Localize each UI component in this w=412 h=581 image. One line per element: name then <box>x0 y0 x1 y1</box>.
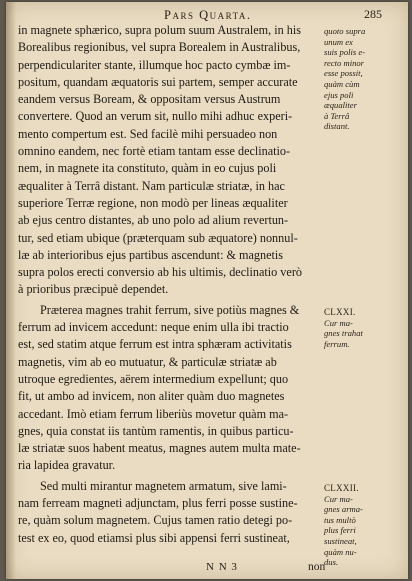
text-line: re, quàm solum magnetem. Cujus tamen ratio detegi po- <box>18 513 293 528</box>
margin-note-line: tus multò <box>324 514 356 525</box>
text-line: Sed multi mirantur magnetem armatum, sive lami- <box>40 478 287 493</box>
text-line: accedant. Imò etiam ferrum liberiùs movetur quàm ma- <box>18 406 289 421</box>
article-number: CLXXII. <box>324 483 359 493</box>
margin-note-line: esse possit, <box>324 68 363 79</box>
text-line: gnes, quia constat iis tantùm ramentis, in quibus particu- <box>18 423 294 438</box>
text-line: ria lapidea gravatur. <box>18 458 116 473</box>
margin-note-2 <box>324 307 408 349</box>
margin-note-line: gnes trahat <box>324 328 363 339</box>
margin-note-line: quàm nu- <box>324 546 357 557</box>
margin-note-line: unum ex <box>324 36 353 47</box>
margin-note-line: ejus poli <box>324 89 354 100</box>
margin-note-line: recto minor <box>324 57 365 68</box>
paragraph-1 <box>18 22 334 299</box>
text-line: ab ejus centro distantes, ab uno polo ad alium revertun- <box>18 213 289 228</box>
text-line: positum, quandam æquatoris sui partem, semper accurate <box>18 74 298 89</box>
margin-note-line: suis polis e- <box>324 47 366 58</box>
text-line: Præterea magnes trahit ferrum, sive potiùs magnes & <box>40 302 300 317</box>
text-line: ferrum ad invicem accedunt: neque enim ulla ibi tractio <box>18 320 289 335</box>
text-line: à prioribus præcipuè dependet. <box>18 282 169 297</box>
text-line: est, sed statim atque ferrum est intra sphæram activitatis <box>18 337 292 352</box>
text-line: tur, sed etiam ubique (præterquam sub æquatore) nonnul- <box>18 230 298 245</box>
margin-note-1 <box>324 26 408 132</box>
text-line: læ ab interioribus ejus partibus ascendunt: & magnetis <box>18 247 284 262</box>
text-line: supra polos erecti conversio ab his ultimis, declinatio verò <box>18 265 302 280</box>
margin-note-line: quoto supra <box>324 26 366 36</box>
margin-note-line: Cur ma- <box>324 317 353 328</box>
text-line: utroque egredientes, aërem intermedium expellunt; quo <box>18 371 289 386</box>
page-number: 285 <box>364 7 382 21</box>
text-line: convertere. Quod an verum sit, nullo mihi adhuc experi- <box>18 109 293 124</box>
margin-note-line: ferrum. <box>324 338 350 349</box>
margin-note-line: sustineat, <box>324 535 357 546</box>
text-line: test ex eo, quod etiamsi plus sibi appensi ferri sustineat, <box>18 530 290 545</box>
text-line: Borealibus regionibus, vel supra Borealem in Australibus, <box>18 40 301 55</box>
margin-note-line: plus ferri <box>324 525 356 536</box>
margin-note-line: distant. <box>324 121 350 132</box>
text-line: nam ferream magneti adjunctam, plus ferri posse sustine- <box>18 496 298 511</box>
text-line: magnetis, vim ab eo mutuatur, & particulæ striatæ ab <box>18 354 277 369</box>
margin-note-line: gnes arma- <box>324 504 363 515</box>
text-line: æqualiter à Terrâ distant. Nam particulæ striatæ, in hac <box>18 178 285 193</box>
paragraph-3 <box>18 478 334 547</box>
margin-note-line: à Terrâ <box>324 110 350 121</box>
margin-note-line: æqualiter <box>324 100 357 111</box>
margin-note-line: quàm cùm <box>324 78 360 89</box>
text-line: fit, ut ambo ad invicem, non aliter quàm duo magnetes <box>18 389 285 404</box>
book-page <box>6 2 408 579</box>
text-line: læ striatæ suos habent meatus, magnes autem multa mate- <box>18 441 301 456</box>
text-line: in magnete sphærico, supra polum suum Australem, in his <box>18 23 301 37</box>
text-line: mento compertum est. Sed facilè mihi persuadeo non <box>18 126 278 141</box>
running-head: Pars Quarta. <box>164 8 252 22</box>
paragraph-2 <box>18 302 334 475</box>
margin-note-line: Cur ma- <box>324 493 353 504</box>
signature-mark: N N 3 <box>206 561 238 573</box>
catchword: non <box>308 561 326 573</box>
text-line: nem, in magnete ita constituto, quàm in eo cujus poli <box>18 161 277 176</box>
margin-note-3 <box>324 483 408 568</box>
text-line: perpendiculariter stante, illumque hoc pacto cymbæ im- <box>18 57 291 72</box>
text-line: superiore Terræ regione, non modò per lineas æqualiter <box>18 195 288 210</box>
margin-note-line: dus. <box>324 557 339 568</box>
main-text <box>18 22 334 547</box>
page-gutter-shadow <box>6 2 16 579</box>
article-number: CLXXI. <box>324 307 356 317</box>
text-line: omnino eandem, nec fortè etiam tantam esse declinatio- <box>18 144 291 159</box>
text-line: eandem versus Boream, & oppositam versus Austrum <box>18 92 281 107</box>
